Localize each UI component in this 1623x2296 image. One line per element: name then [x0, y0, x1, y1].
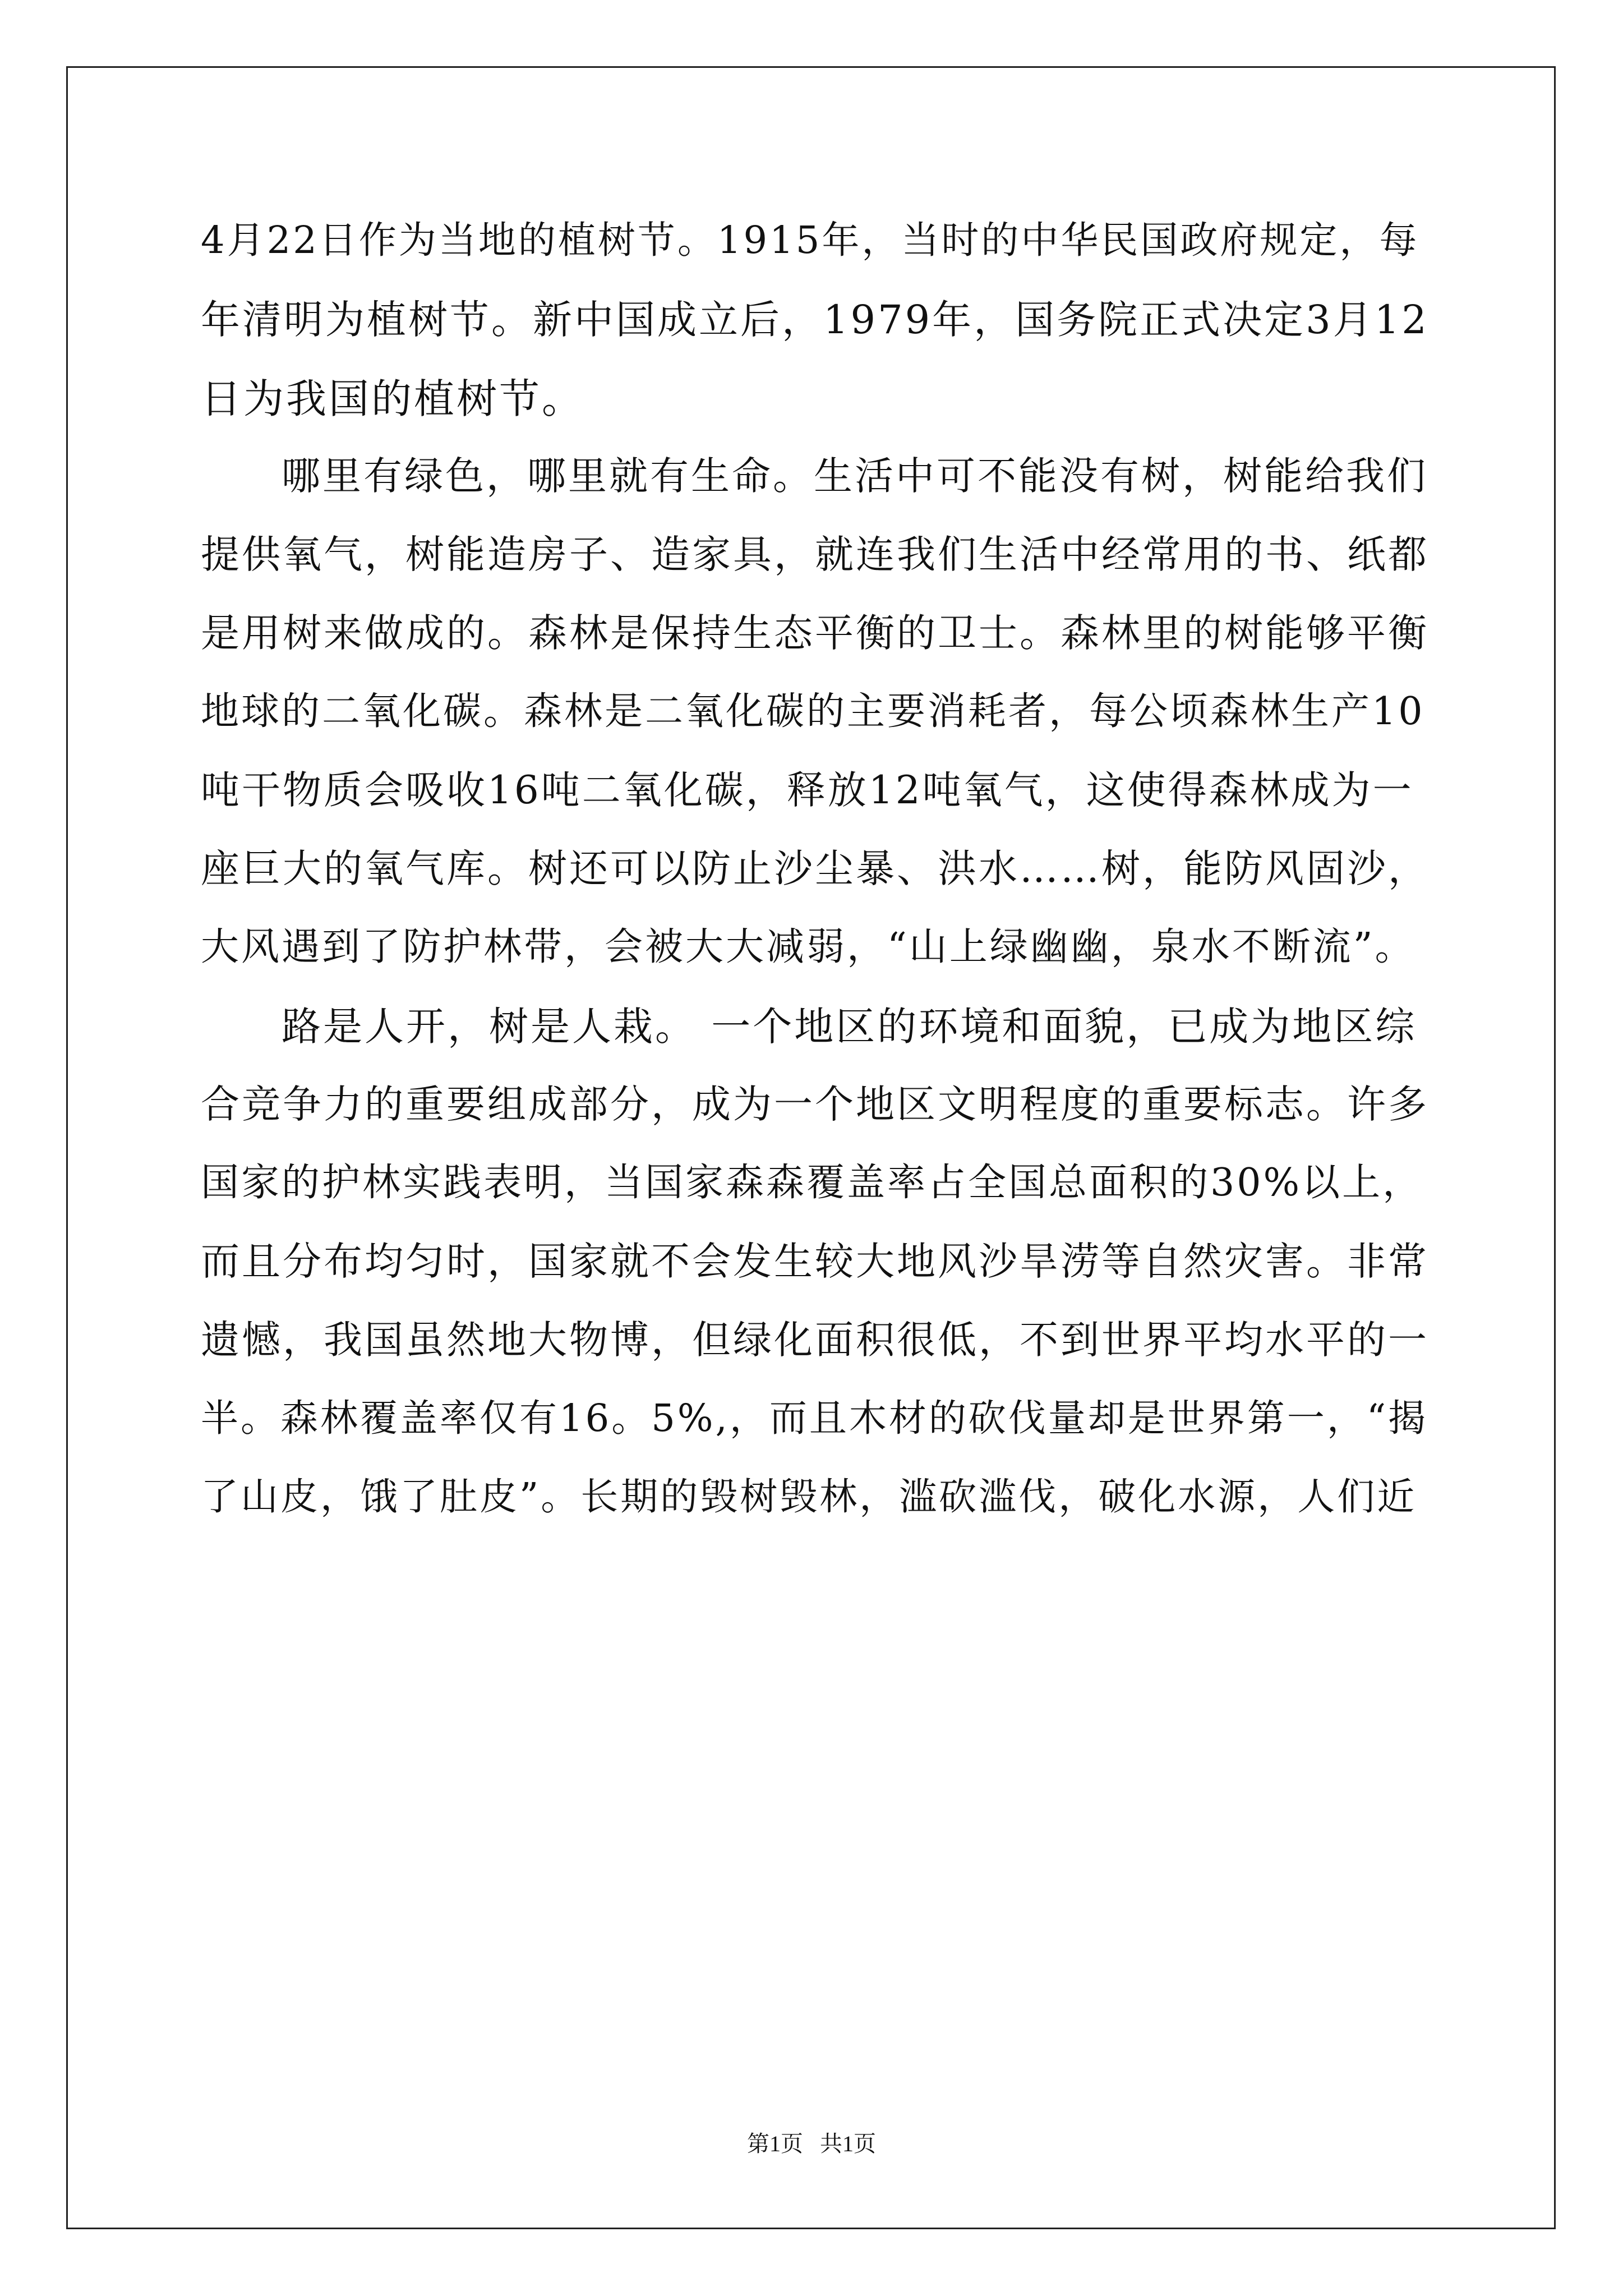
text-line-5: 提供氧气，树能造房子、造家具，就连我们生活中经常用的书、纸都: [201, 532, 1429, 577]
text-line-2: 年清明为植树节。新中国成立后，1979年，国务院正式决定3月12: [201, 297, 1429, 343]
text-line-10: 大风遇到了防护林带，会被大大减弱，“山上绿幽幽，泉水不断流”。: [201, 925, 1415, 969]
text-line-17: 了山皮，饿了肚皮”。长期的毁树毁林，滥砍滥伐，破化水源，人们近: [201, 1475, 1417, 1519]
text-line-7: 地球的二氧化碳。森林是二氧化碳的主要消耗者，每公顷森林生产10: [201, 689, 1425, 734]
text-line-15: 遗憾，我国虽然地大物博，但绿化面积很低，不到世界平均水平的一: [201, 1318, 1429, 1363]
text-line-8: 吨干物质会吸收16吨二氧化碳，释放12吨氧气，这使得森林成为一: [201, 768, 1414, 813]
page-number-footer: 第1页 共1页: [747, 2131, 876, 2156]
text-line-16: 半。森林覆盖率仅有16。5%,，而且木材的砍伐量却是世界第一，“揭: [201, 1396, 1428, 1440]
text-line-13: 国家的护林实践表明，当国家森森覆盖率占全国总面积的30%以上，: [201, 1161, 1423, 1205]
text-line-3: 日为我国的植树节。: [201, 375, 585, 422]
text-line-11: 路是人开，树是人栽。 一个地区的环境和面貌，已成为地区综: [282, 1004, 1417, 1050]
text-line-14: 而且分布均匀时，国家就不会发生较大地风沙旱涝等自然灾害。非常: [201, 1239, 1429, 1284]
text-line-6: 是用树来做成的。森林是保持生态平衡的卫士。森林里的树能够平衡: [201, 611, 1429, 656]
text-line-9: 座巨大的氧气库。树还可以防止沙尘暴、洪水……树，能防风固沙，: [201, 846, 1429, 891]
text-line-1: 4月22日作为当地的植树节。1915年，当时的中华民国政府规定，每: [201, 218, 1419, 262]
text-line-12: 合竞争力的重要组成部分，成为一个地区文明程度的重要标志。许多: [201, 1082, 1429, 1127]
text-line-4: 哪里有绿色，哪里就有生命。生活中可不能没有树，树能给我们: [282, 454, 1428, 499]
